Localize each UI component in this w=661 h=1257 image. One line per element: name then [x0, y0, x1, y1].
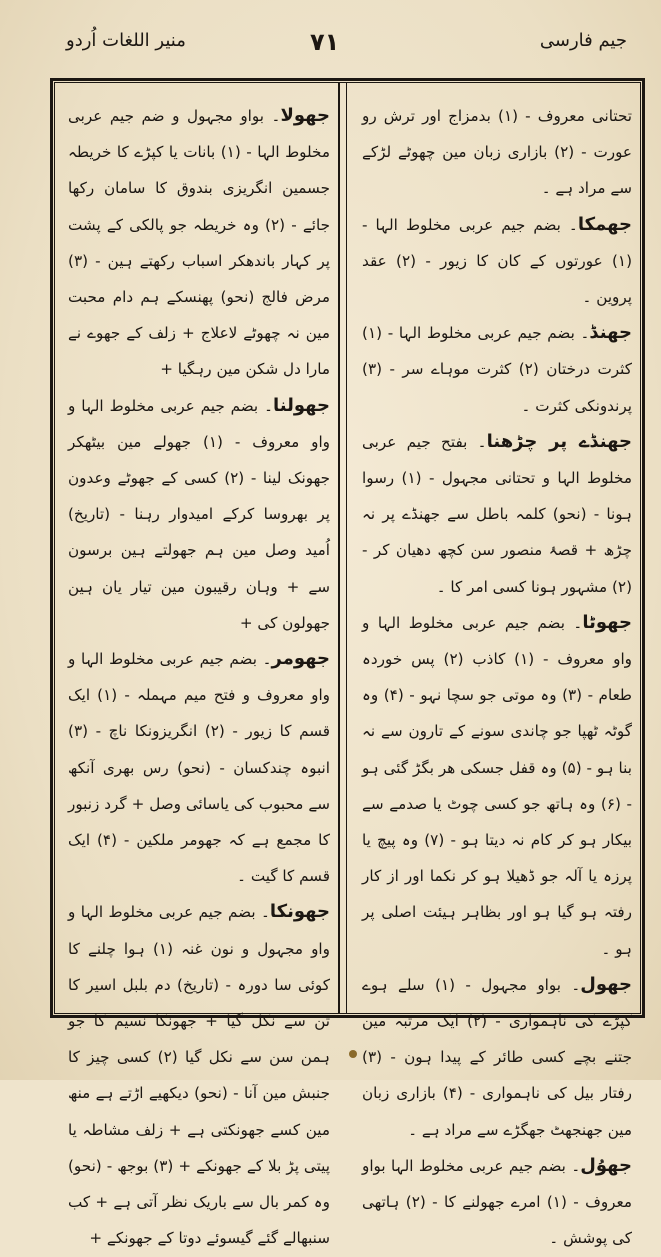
- ink-spot: [349, 1050, 357, 1058]
- headword: جھول: [580, 973, 632, 995]
- definition: ۔ بواو مجہول - (۱) سلے ہوے کپڑے کی ناہمواری - (۲) ایک مرتبہ مین جتنے بچے کسی طائر کے پیدا ہون - (۳) رفتار بیل کی ناہمواری - (۴) بازاری زبان مین جھنجھٹ جھگڑے سے مراد ہے ۔: [362, 975, 632, 1139]
- section-header: جیم فارسی: [539, 30, 627, 51]
- entry: [362, 605, 632, 967]
- entry: [68, 894, 330, 1256]
- definition: ۔ بضم جیم عربی مخلوط الہا و واو معروف - (۱) کاذب (۲) پس خوردہ طعام - (۳) وہ موتی جو سچا نہو - (۴) وہ گوٹہ ٹھپا جو چاندی سونے کے تارون سے نہ بنا ہو - (۵) وہ قفل جسکی ھر بگڑ گئی ہو - (۶) وہ ہاتھ جو کسی چوٹ یا صدمے سے بیکار ہو کر کام نہ دیتا ہو - (۷) وہ پیچ یا پرزہ یا آلہ جو ڈھیلا ہو کر نکما اور از کار رفتہ ہو گیا ہو اور بظاہر ہیئت اصلی پر ہو ۔: [362, 613, 633, 958]
- headword: جھولنا: [272, 394, 330, 416]
- entry: [362, 207, 632, 316]
- definition: ۔ بضم جیم عربی مخلوط الہا و واو معروف و فتح میم مہملہ - (۱) ایک قسم کا زیور - (۲) انگریزونکا ناچ - (۳) انبوہ چندکسان - (نحو) رس بھری آنکھ سے محبوب کی یاسائی وصل + گرد زنبور کا مجمع ہے کہ جھومر ملکین - (۴) ایک قسم کا گیت ۔: [68, 650, 331, 886]
- page-number: ۷۱: [310, 28, 340, 56]
- entry: [68, 98, 330, 388]
- headword: جھومر: [271, 648, 330, 670]
- definition: ۔ بضم جیم عربی مخلوط الہا و واو معروف - (۱) جھولے مین بیٹھکر جھونک لینا - (۲) کسی کے جھوٹے وعدون پر بھروسا کرکے امیدوار رہنا - (تاریخ) اُمید وصل مین ہم جھولتے ہین برسون سے + وہان رقیبون مین تیار یان ہین جھولون کی +: [68, 396, 331, 632]
- headword: جھنڈے پر چڑھنا: [486, 430, 632, 452]
- left-column: [68, 98, 331, 1248]
- definition: ۔ بواو مجہول و ضم جیم عربی مخلوط الہا - (۱) بانات یا کپڑے کا خریطہ جسمین انگریزی بندوق کا سامان رکھا جائے - (۲) وہ خریطہ جو پالکی کے پشت پر کہار باندھکر اسباب رکھتے ہین - (۳) مرض فالج (نحو) پھنسکے ہم دام محبت مین نہ چھوٹے لاعلاج + زلف کے جھوے نے مارا دل شکن مین رہگیا +: [68, 107, 330, 379]
- column-divider: [338, 82, 340, 1014]
- headword: جھنڈ: [589, 322, 632, 344]
- definition: ۔ بفتح جیم عربی مخلوط الہا و تحتانی مجہول - (۱) رسوا ہونا - (نحو) کلمہ باطل سے جھنڈے پر نہ چڑھ + قصۂ منصور سن کچھ دھیان کر - (۲) مشہور ہونا کسی امر کا ۔: [362, 432, 632, 596]
- definition: ۔ بضم جیم عربی مخلوط الہا بواو معروف - (۱) امرے جھولنے کا - (۲) ہاتھی کی پوشش ۔: [362, 1156, 632, 1248]
- headword: جھوُل: [580, 1154, 632, 1176]
- headword: جھوٹا: [582, 611, 632, 633]
- right-column: [362, 98, 633, 1248]
- definition: تحتانی معروف - (۱) بدمزاج اور ترش رو عورت - (۲) بازاری زبان مین چھوٹے لڑکے سے مراد ہے ۔: [362, 107, 632, 198]
- column-divider-thin: [346, 82, 347, 1014]
- entry: [362, 424, 632, 605]
- entry: [68, 388, 330, 641]
- entry: [362, 1148, 632, 1257]
- headword: جھولا: [280, 105, 330, 126]
- definition: ۔ بضم جیم عربی مخلوط الہا - (۱) عورتوں کے کان کا زیور - (۲) عقد پروین ۔: [362, 215, 632, 307]
- entry: [362, 315, 632, 424]
- headword: جھونکا: [269, 901, 330, 923]
- book-title-header: منیر اللغات اُردو: [66, 30, 186, 51]
- definition: ۔ بضم جیم عربی مخلوط الہا - (۱) کثرت درختان (۲) کثرت موہاے سر - (۳) پرندونکی کثرت ۔: [362, 324, 632, 415]
- entry: [68, 641, 330, 894]
- definition: ۔ بضم جیم عربی مخلوط الہا و واو مجہول و نون غنہ (۱) ہوا چلنے کا کوئی سا دورہ - (تاریخ) دم بلبل اسیر کا تن سے نکل گیا + جھونکا نسیم کا جو ہمن سن سے نکل گیا (۲) کسی چیز کا جنبش مین آنا - (نحو) دیکھیے اڑتے ہے منھ مین کسے جھونکتی ہے + زلف مشاطہ یا پیتی پڑ بلا کے جھونکے + (۳) بوجھ - (نحو) وہ کمر بال سے باریک نظر آتی ہے + کب سنبھالے گئے گیسوئے دوتا کے جھونکے +: [68, 903, 330, 1248]
- entry: [362, 98, 632, 207]
- entry: [362, 967, 632, 1148]
- headword: جھمکا: [577, 213, 632, 235]
